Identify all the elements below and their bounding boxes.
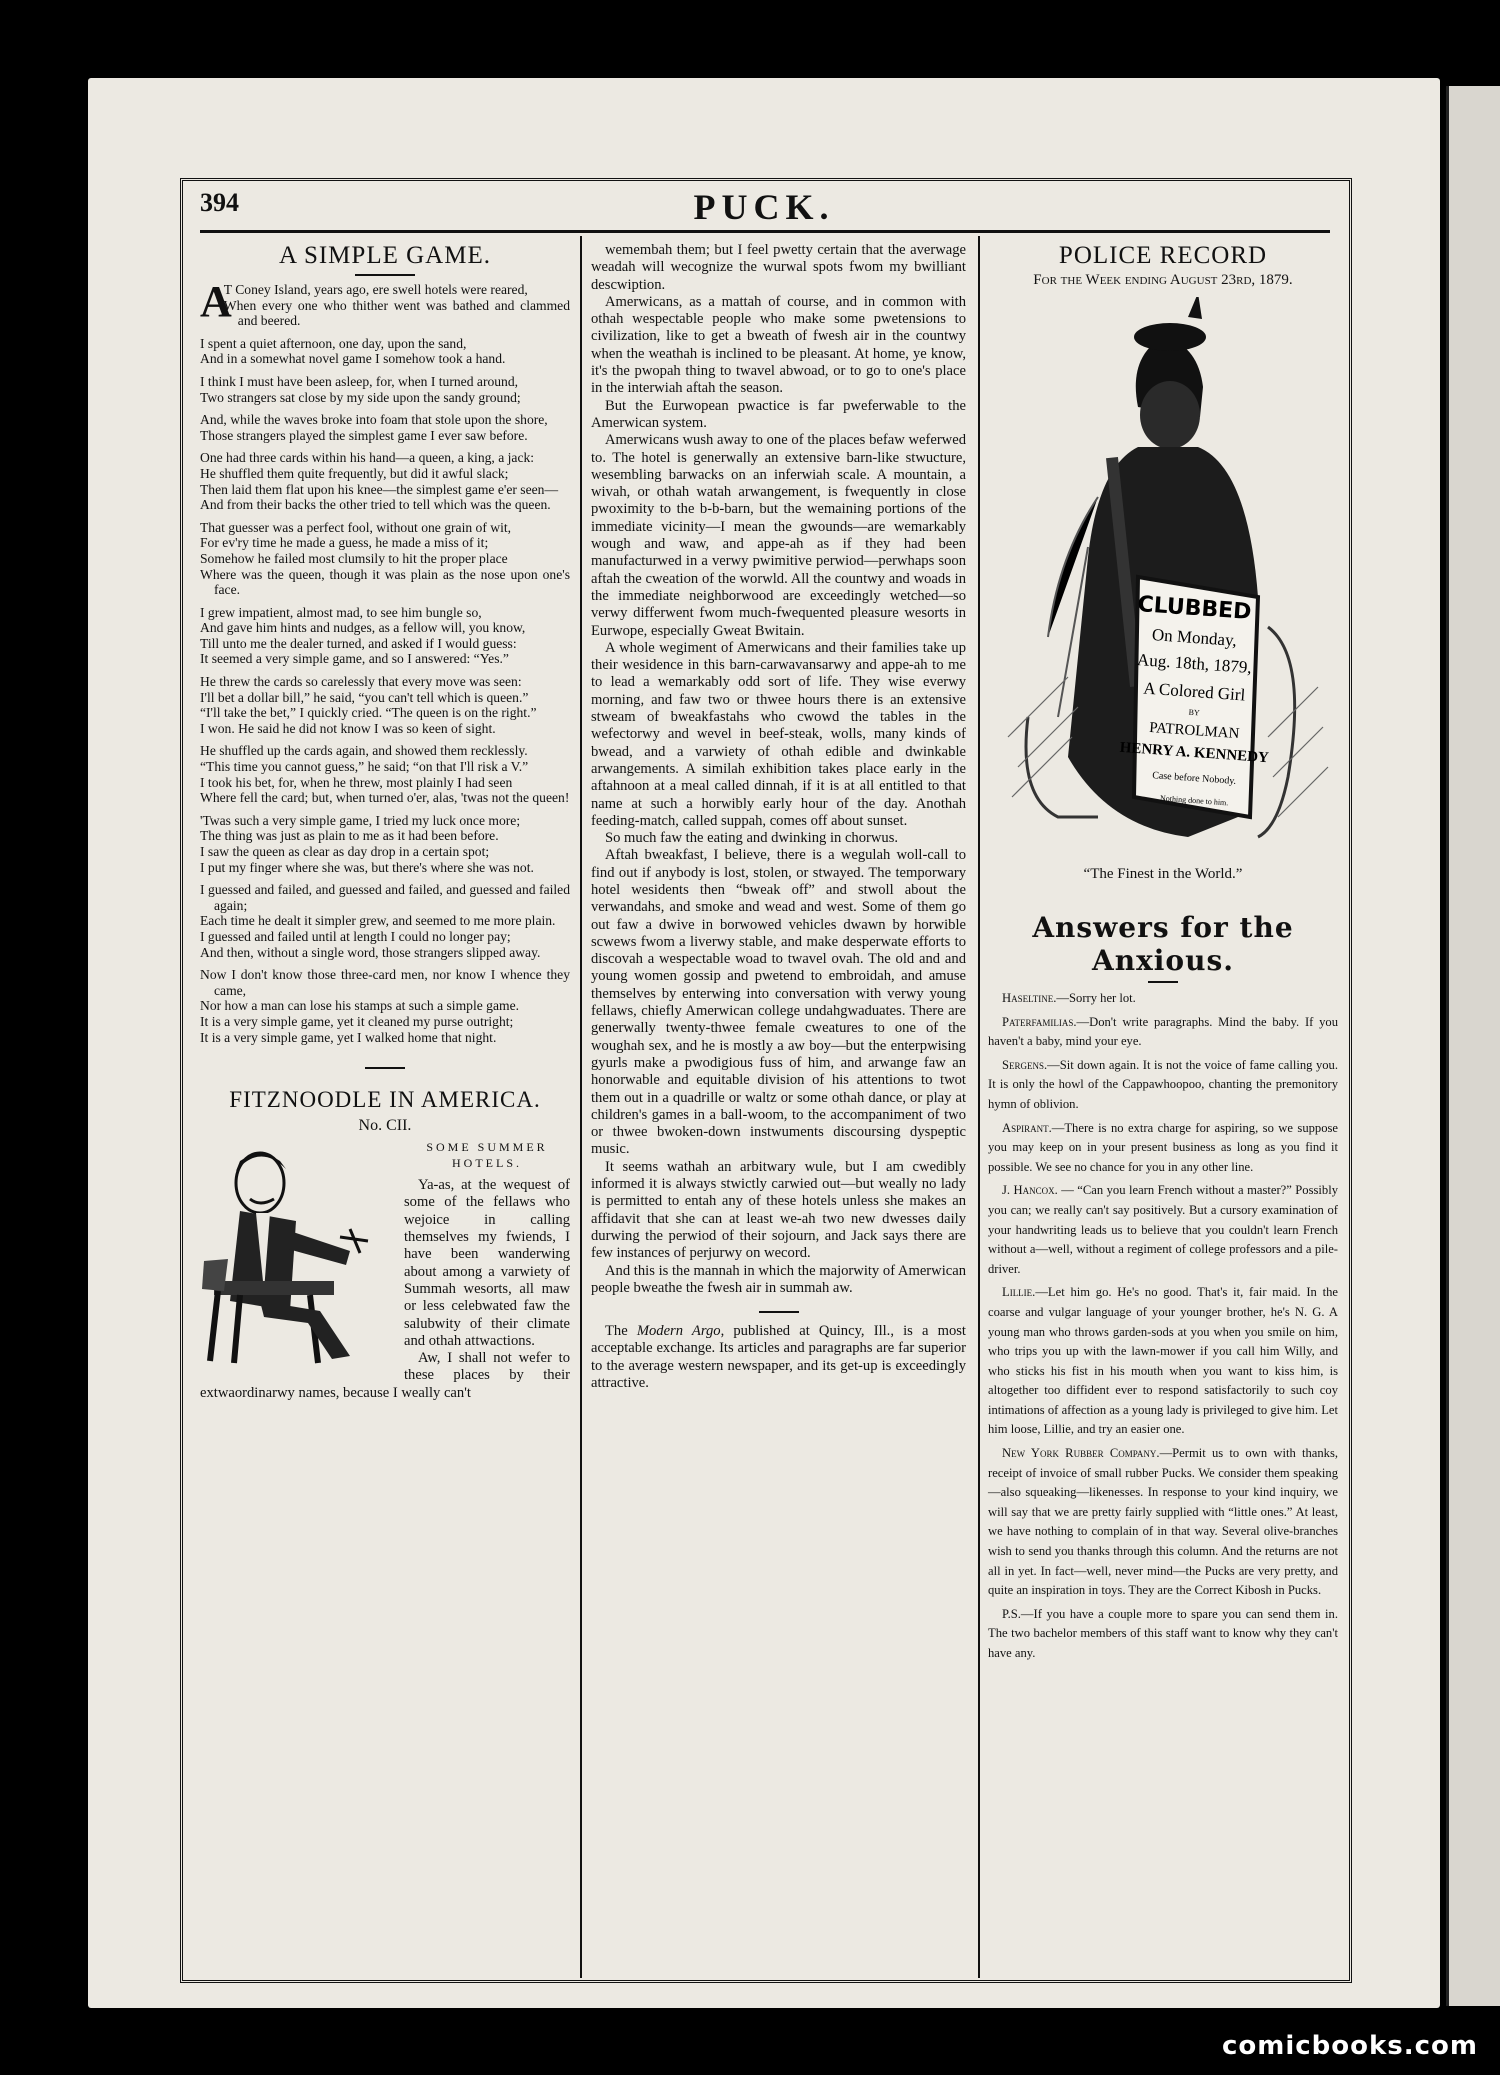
article-paragraph: Amerwicans, as a mattah of course, and in common with othah wespectable people who make some pwetensions to civilization, like to get a bweath of fwesh air in the countwy when the weathah is inclined to be pleasant. At home, ye know, it's the pwopah thing to twavel abwoad, or to go to one's place in the interwiah aftah the season. bbox=[591, 293, 966, 397]
policeman-illustration bbox=[988, 297, 1338, 857]
poem-line: I guessed and failed until at length I could no longer pay; bbox=[200, 928, 511, 944]
placard-line: Aug. 18th, 1879, bbox=[1136, 650, 1253, 677]
poem-line: I guessed and failed, and guessed and failed, and guessed and failed again; bbox=[200, 882, 570, 913]
header-rule bbox=[200, 230, 1330, 233]
answer-text: —Permit us to own with thanks, receipt of invoice of small rubber Pucks. We consider them speaking—also squeaking—likenesses. In response to your kind inquiry, we will say that we are pretty fairly supplied with “little ones.” At least, we have nothing to complain of in that way. Several olive-branches wish to send you thanks through this column. And the returns are not all in yet. In fact—well, never mind—the Pucks are very pretty, and quite an inspiration in toys. They are the Correct Kibosh in Pucks. bbox=[988, 1446, 1339, 1598]
answer-recipient: Haseltine. bbox=[1002, 991, 1057, 1005]
fitznoodle-number: No. CII. bbox=[358, 1117, 412, 1135]
poem-line: He shuffled them quite frequently, but did it awful slack; bbox=[200, 465, 509, 481]
poem-line: Now I don't know those three-card men, nor know I whence they came, bbox=[200, 967, 570, 998]
answer-text: —Sorry her lot. bbox=[1056, 991, 1136, 1005]
poem-body bbox=[200, 277, 570, 1045]
poem-line: That guesser was a perfect fool, without one grain of wit, bbox=[200, 519, 512, 535]
fitznoodle-continued bbox=[591, 242, 966, 1297]
illustration-caption: “The Finest in the World.” bbox=[1083, 866, 1243, 882]
fitznoodle-title: FITZNOODLE IN AMERICA. bbox=[229, 1087, 541, 1113]
poem-stanza bbox=[200, 605, 570, 667]
poem-line: He threw the cards so carelessly that every move was seen: bbox=[200, 674, 522, 690]
poem-line: I won. He said he did not know I was so keen of sight. bbox=[200, 720, 496, 736]
answer-entry bbox=[988, 1056, 1338, 1115]
poem-stanza bbox=[200, 967, 570, 1045]
poem-line: I saw the queen as clear as day drop in a certain spot; bbox=[200, 844, 490, 859]
placard-line: Case before Nobody. bbox=[1151, 770, 1237, 787]
placard-line: HENRY A. KENNEDY bbox=[1119, 739, 1270, 767]
poem-title: A SIMPLE GAME. bbox=[279, 242, 491, 269]
poem-line: For ev'ry time he made a guess, he made a miss of it; bbox=[200, 535, 489, 551]
answer-entry bbox=[988, 1444, 1338, 1601]
answer-recipient: New York Rubber Company. bbox=[1002, 1446, 1160, 1461]
poem-line: “I'll take the bet,” I quickly cried. “The queen is on the right.” bbox=[200, 705, 537, 721]
answer-text: —If you have a couple more to spare you can send them in. The two bachelor members of this staff want to know why they can't have any. bbox=[988, 1606, 1338, 1660]
poem-line: The thing was just as plain to me as it had been before. bbox=[200, 828, 499, 844]
poem-line: Somehow he failed most clumsily to hit the proper place bbox=[200, 550, 508, 566]
police-record-title: POLICE RECORD bbox=[1058, 242, 1268, 269]
article-paragraph: It seems wathah an arbitwary wule, but I am cwedibly informed it is always stwictly carwied out—but weally no lady is permitted to entah any of these hotels unless she makes an affidavit that she can at least we-ah two new dwesses daily durwing the perwiod of their sojourn, and Jack says there are few instances of perjurwy on wecord. bbox=[591, 1158, 966, 1262]
answer-entry bbox=[988, 1013, 1338, 1052]
poem-line: Each time he dealt it simpler grew, and seemed to me more plain. bbox=[200, 913, 556, 929]
poem-line: Those strangers played the simplest game I ever saw before. bbox=[200, 427, 528, 443]
poem-line: I put my finger where she was, but there's where she was not. bbox=[200, 859, 534, 875]
article-paragraph: Aftah bweakfast, I believe, there is a wegulah woll-call to find out if anybody is lost, stolen, or stwayed. The temporwary hotel wesidents then “bweak off” and stwoll about the verwandahs, and smoke and wead and west. Some of them go out faw a dwive in borwowed vehicles dwawn by horwible scwews fwom a liverwy stable, and make desperwate efforts to discovah a wespectable woad to twavel ovah. The old and and young women gossip and pwetend to embroidah, and amuse themselves by enterwing into conversation with verwy young fellaws, chiefly Amerwican college undahgwaduates. There are generwally twenty-thwee female cweatures to one of the woughah sex, and he is mostly a aw boy—but the enterpwising gyurls make a pwodigious fuss of him, and arwange faw an honorwable and equitable division of his attentions to twot them out in a quadrille or waltz or some othah dance, or play at children's games in a ball-woom, to the accompaniment of two or thwee bwoken-down instwuments discoursing dyspeptic music. bbox=[591, 847, 966, 1158]
poem-stanza bbox=[200, 412, 570, 443]
fitznoodle-paragraph: Ya-as, at the wequest of some of the fellaws who wejoice in calling themselves my fwiends, I have been wanderwing about among a varwiety of Summah wesorts, all maw or less celebwated faw the salubwity of their climate and othah attwactions. bbox=[404, 1177, 570, 1349]
article-paragraph: Amerwicans wush away to one of the places befaw weferwed to. The hotel is generwally an extensive barn-like stwucture, wesembling barwacks on an inferwiah scale. A mountain, a wivah, or othah watah arwangement, is fwequently in close pwoximity to the b-b-barn, but the wemaining portions of the immediate vicinity—I mean the gwounds—are wemarkably wough and waw, and appe-ah as if they had been manufacturwed in a verwy pwimitive perwiod—perwhaps soon aftah the cweation of the worwld. All the countwy and woads in the immediate neighborwood are exceedingly wetched—so verwy differwent fwom much-fwequented pleasure wesorts in Eurwope, especially Gweat Bwitain. bbox=[591, 432, 966, 639]
poem-line: I'll bet a dollar bill,” he said, “you can't tell which is queen.” bbox=[200, 689, 529, 705]
poem-stanza bbox=[200, 813, 570, 875]
poem-line: Two strangers sat close by my side upon the sandy ground; bbox=[200, 389, 521, 405]
article-paragraph: A whole wegiment of Amerwicans and their families take up their wesidence in this barn-carwavansarwy and appe-ah to me to lead a wemarkably odd sort of life. They wise everwy morning, and faw two or thwee hours there is an extensive stweam of bweakfastahs who cwowd the tables in the wefectorwy and wevel in beef-steak, wolls, many kinds of bwead, and a varwiety of othah edible and dwinkable arwangements. A similah exhibition takes place early in the aftahnoon at a meal called dinnah, if it is at all entitled to that name at such a horwibly early hour of the day. Anothah feeding-match, called suppah, comes off about sunset. bbox=[591, 639, 966, 829]
article-paragraph: But the Eurwopean pwactice is far pweferwable to the Amerwican system. bbox=[591, 397, 966, 431]
article-paragraph: wemembah them; but I feel pwetty certain that the averwage weadah will wecognize the wurwal spots fwom my bwilliant descwiption. bbox=[591, 242, 966, 293]
poem-line: And then, without a single word, those strangers slipped away. bbox=[200, 944, 541, 960]
poem-line: When every one who thither went was bathed and clammed and beered. bbox=[223, 297, 570, 329]
poem-line: And gave him hints and nudges, as a fellow will, you know, bbox=[200, 620, 526, 636]
poem-stanza bbox=[200, 374, 570, 405]
poem-stanza bbox=[200, 520, 570, 598]
answer-recipient: P.S. bbox=[1002, 1606, 1021, 1621]
poem-line: And in a somewhat novel game I somehow took a hand. bbox=[200, 351, 506, 367]
answers-title: Answers for the Anxious. bbox=[1032, 911, 1294, 977]
masthead-title: PUCK. bbox=[693, 187, 835, 227]
answer-entry bbox=[988, 1119, 1338, 1178]
poem-line: Till unto me the dealer turned, and asked if I would guess: bbox=[200, 635, 517, 651]
poem-line: Where fell the card; but, when turned o'er, alas, 'twas not the queen! bbox=[200, 790, 570, 806]
answer-entry bbox=[988, 1181, 1338, 1279]
answer-text: —There is no extra charge for aspiring, so we suppose you may keep on in your present business as long as you find it possible. We see no chance for you in any other line. bbox=[988, 1120, 1338, 1174]
answers-list bbox=[988, 989, 1338, 1664]
watermark: comicbooks.com bbox=[1221, 2031, 1478, 2061]
article-paragraph: So much faw the eating and dwinking in chorwus. bbox=[605, 830, 899, 847]
section-rule bbox=[759, 1311, 799, 1313]
page-number: 394 bbox=[200, 188, 239, 217]
placard-line: CLUBBED bbox=[1136, 592, 1253, 625]
column-middle bbox=[591, 242, 966, 1392]
answer-entry bbox=[988, 1605, 1338, 1664]
poem-line: It seemed a very simple game, and so I answered: “Yes.” bbox=[200, 651, 509, 667]
poem-line: I grew impatient, almost mad, to see him bungle so, bbox=[200, 604, 482, 620]
fitznoodle-subtitle: SOME SUMMER HOTELS. bbox=[426, 1140, 548, 1171]
answer-recipient: Aspirant. bbox=[1002, 1120, 1052, 1135]
poem-stanza bbox=[200, 882, 570, 960]
section-rule bbox=[365, 1067, 405, 1069]
poem-line: I took his bet, for, when he threw, most plainly I had seen bbox=[200, 774, 513, 790]
placard-line: A Colored Girl bbox=[1142, 678, 1246, 705]
answer-recipient: Sergens. bbox=[1002, 1057, 1048, 1072]
poem-stanza bbox=[200, 674, 570, 736]
answer-text: —Sit down again. It is not the voice of fame calling you. It is only the howl of the Cappawhoopoo, chanting the premonitory hymn of oblivion. bbox=[988, 1057, 1338, 1111]
placard-line: PATROLMAN bbox=[1148, 719, 1240, 743]
poem-line: 'Twas such a very simple game, I tried my luck once more; bbox=[200, 812, 521, 828]
column-right bbox=[988, 242, 1338, 1668]
poem-line: “This time you cannot guess,” he said; “on that I'll risk a V.” bbox=[200, 759, 529, 775]
answer-text: —Let him go. He's no good. That's it, fair maid. In the coarse and vulgar language of your younger brother, he's N. G. A young man who throws garden-sods at you when you smile on him, who trips you up with the lawn-mower if you call him Willy, and who sticks his fist in his mouth when you want to kiss him, is altogether too diffident ever to respond satisfactorily to such coy intimations of affection as a young lady is privileged to give him. Let him loose, Lillie, and try an easier one. bbox=[988, 1285, 1338, 1437]
column-divider-right bbox=[978, 236, 980, 1978]
poem-line: And from their backs the other tried to tell which was the queen. bbox=[200, 497, 551, 513]
poem-line: Then laid them flat upon his knee—the simplest game e'er seen— bbox=[200, 481, 559, 497]
answer-text: — “Can you learn French without a master?” Possibly you can; we really can't say positively. But a cursory examination of your handwriting leads us to believe that you couldn't learn French without a—well, without a regiment of college professors and a pile-driver. bbox=[988, 1183, 1338, 1276]
poem-line: And, while the waves broke into foam that stole upon the shore, bbox=[200, 412, 548, 428]
poem-stanza bbox=[200, 336, 570, 367]
poem-line: One had three cards within his hand—a queen, a king, a jack: bbox=[200, 450, 535, 466]
answer-recipient: Paterfamilias. bbox=[1002, 1014, 1077, 1029]
poem-stanza bbox=[200, 743, 570, 805]
title-rule bbox=[1148, 981, 1178, 983]
placard-line: On Monday, bbox=[1151, 625, 1238, 650]
answer-entry bbox=[988, 1283, 1338, 1440]
fitznoodle-paragraph: Aw, I shall not wefer to these places by their extwaordinarwy names, because I weally can't bbox=[200, 1350, 570, 1401]
poem-line: T Coney Island, years ago, ere swell hotels were reared, bbox=[223, 282, 528, 297]
placard-line: BY bbox=[1188, 707, 1201, 718]
answer-recipient: Lillie. bbox=[1002, 1285, 1036, 1300]
poem-line: Where was the queen, though it was plain as the nose upon one's face. bbox=[200, 566, 570, 598]
modern-argo-notice: The Modern Argo, published at Quincy, Ill., is a most acceptable exchange. Its articles and paragraphs are far superior to the average western newspaper, and its get-up is exceedingly attractive. bbox=[591, 1323, 966, 1391]
title-rule bbox=[355, 274, 415, 276]
column-left bbox=[200, 242, 570, 1402]
answer-recipient: J. Hancox. bbox=[1002, 1183, 1058, 1198]
column-divider-left bbox=[580, 236, 582, 1978]
poem-line: I think I must have been asleep, for, when I turned around, bbox=[200, 373, 519, 389]
fitznoodle-illustration bbox=[200, 1141, 396, 1365]
article-paragraph: And this is the mannah in which the majorwity of Amerwican people bweathe the fwesh air in summah aw. bbox=[591, 1262, 966, 1296]
answer-text: —Don't write paragraphs. Mind the baby. If you haven't a baby, mind your eye. bbox=[988, 1014, 1338, 1049]
poem-line: It is a very simple game, yet I walked home that night. bbox=[200, 1029, 497, 1045]
police-record-subtitle: For the Week ending August 23rd, 1879. bbox=[1033, 272, 1293, 288]
poem-line: It is a very simple game, yet it cleaned my purse outright; bbox=[200, 1013, 514, 1029]
magazine-page bbox=[88, 78, 1440, 2008]
poem-line: Nor how a man can lose his stamps at such a simple game. bbox=[200, 998, 520, 1014]
poem-line: I spent a quiet afternoon, one day, upon the sand, bbox=[200, 335, 467, 351]
poem-stanza bbox=[200, 277, 570, 329]
answer-entry bbox=[988, 989, 1338, 1009]
placard-line: Nothing done to him. bbox=[1159, 793, 1229, 808]
adjacent-page-edge bbox=[1446, 86, 1500, 2006]
poem-stanza bbox=[200, 450, 570, 512]
drop-cap: A bbox=[200, 277, 232, 326]
poem-line: He shuffled up the cards again, and showed them recklessly. bbox=[200, 743, 528, 759]
publication-name: Modern Argo bbox=[636, 1323, 721, 1340]
